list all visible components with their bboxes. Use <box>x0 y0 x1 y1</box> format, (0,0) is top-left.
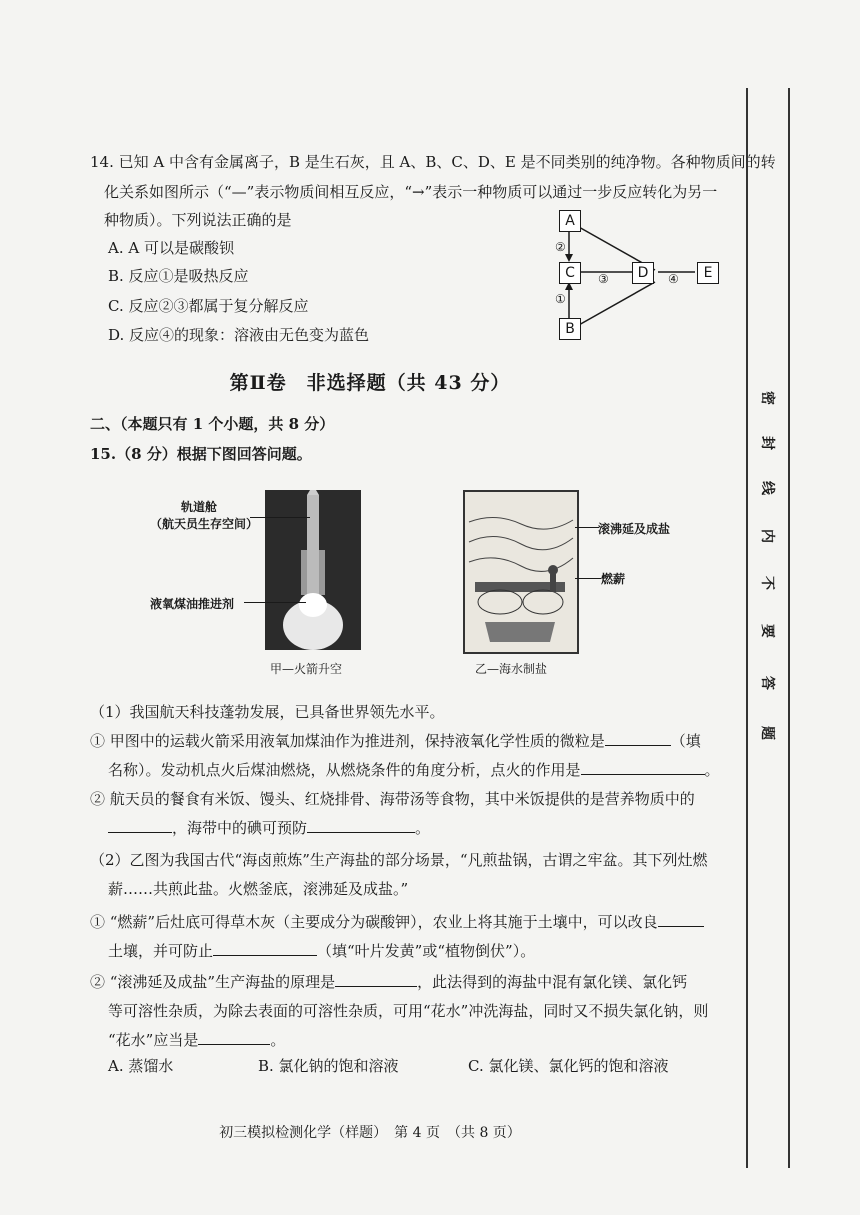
binding-char: 题 <box>759 726 775 740</box>
answer-blank-3[interactable] <box>108 818 172 833</box>
fig-right-pointer-1 <box>575 527 599 528</box>
node-c: C <box>559 262 581 284</box>
fig-right-label-fuel: 燃薪 <box>601 572 626 586</box>
binding-char: 内 <box>759 529 775 543</box>
answer-blank-5[interactable] <box>658 912 704 927</box>
reaction-1-label: ① <box>555 292 566 306</box>
node-b: B <box>559 318 581 340</box>
binding-char: 要 <box>759 624 775 638</box>
q14-option-c: C. 反应②③都属于复分解反应 <box>108 297 309 315</box>
rocket-launch-photo <box>265 490 361 650</box>
fig-left-caption: 甲—火箭升空 <box>270 662 343 676</box>
node-a: A <box>559 210 581 232</box>
q15-stem: 15.（8 分）根据下图回答问题。 <box>90 445 312 463</box>
q15-part1-q1-line1: ① 甲图中的运载火箭采用液氧加煤油作为推进剂，保持液氧化学性质的微粒是 （填 <box>90 732 701 750</box>
q15-part2-q2-line3: “花水”应当是 。 <box>108 1031 286 1049</box>
q14-stem-line3: 种物质）。下列说法正确的是 <box>104 211 292 229</box>
q15-option-c: C. 氯化镁、氯化钙的饱和溶液 <box>468 1057 669 1075</box>
q15-part2-intro-line1: （2）乙图为我国古代“海卤煎炼”生产海盐的部分场景，“凡煎盐锅，古谓之牢盆。其下列灶燃 <box>90 851 708 869</box>
q14-stem-line1: 14. 已知 A 中含有金属离子，B 是生石灰，且 A、B、C、D、E 是不同类别的纯净物。各种物质间的转 <box>90 153 776 171</box>
reaction-4-label: ④ <box>668 272 679 286</box>
binding-char: 答 <box>759 676 775 690</box>
q15-part2-q1-line2: 土壤，并可防止 （填“叶片发黄”或“植物倒伏”）。 <box>108 942 536 960</box>
q15-option-a: A. 蒸馏水 <box>108 1057 174 1075</box>
answer-blank-7[interactable] <box>335 972 417 987</box>
fig-left-label-orbital: 轨道舱 <box>181 500 218 514</box>
q15-option-b: B. 氯化钠的饱和溶液 <box>258 1057 399 1075</box>
page-footer: 初三模拟检测化学（样题） 第 4 页 （共 8 页） <box>219 1125 521 1141</box>
q15-part1-intro: （1）我国航天科技蓬勃发展，已具备世界领先水平。 <box>90 703 445 721</box>
sea-salt-woodcut <box>463 490 579 654</box>
q15-part1-q2-line2: ，海带中的碘可预防 。 <box>108 818 430 838</box>
reaction-2-label: ② <box>555 240 566 254</box>
section-title: 第Ⅱ卷 非选择题（共 43 分） <box>229 372 511 394</box>
fig-right-pointer-2 <box>575 578 601 579</box>
q15-part1-q2-line1: ② 航天员的餐食有米饭、馒头、红烧排骨、海带汤等食物，其中米饭提供的是营养物质中的 <box>90 790 695 808</box>
fig-right-label-boil: 滚沸延及成盐 <box>598 522 671 536</box>
node-e: E <box>697 262 719 284</box>
binding-char: 线 <box>759 481 775 495</box>
node-d: D <box>632 262 654 284</box>
q15-part2-q1-line1: ① “燃薪”后灶底可得草木灰（主要成分为碳酸钾），农业上将其施于土壤中，可以改良 <box>90 912 704 932</box>
answer-blank-8[interactable] <box>198 1030 270 1045</box>
binding-char: 封 <box>759 436 775 450</box>
answer-blank-1[interactable] <box>605 731 671 746</box>
fig-left-label-propellant: 液氧煤油推进剂 <box>150 597 235 611</box>
q15-part2-q2-line2: 等可溶性杂质，为除去表面的可溶性杂质，可用“花水”冲洗海盐，同时又不损失氯化钠，则 <box>108 1002 709 1020</box>
q14-option-a: A. A 可以是碳酸钡 <box>108 239 234 257</box>
q14-stem-line2: 化关系如图所示（“—”表示物质间相互反应，“→”表示一种物质可以通过一步反应转化为另一 <box>104 183 718 201</box>
binding-char: 不 <box>759 576 775 590</box>
fig-left-label-crew-space: （航天员生存空间） <box>150 517 259 531</box>
binding-strip <box>746 88 790 1168</box>
q14-option-d: D. 反应④的现象：溶液由无色变为蓝色 <box>108 326 370 344</box>
answer-blank-6[interactable] <box>213 941 317 956</box>
q15-part2-intro-line2: 薪……共煎此盐。火燃釜底，滚沸延及成盐。” <box>108 880 409 898</box>
q15-part1-q1-line2: 名称）。发动机点火后煤油燃烧，从燃烧条件的角度分析，点火的作用是 。 <box>108 761 720 779</box>
reaction-3-label: ③ <box>598 272 609 286</box>
part2-heading: 二、（本题只有 1 个小题，共 8 分） <box>90 415 335 433</box>
q14-option-b: B. 反应①是吸热反应 <box>108 267 249 285</box>
fig-left-pointer-1 <box>250 517 310 518</box>
binding-char: 密 <box>759 391 775 405</box>
q15-part2-q2-line1: ② “滚沸延及成盐”生产海盐的原理是 ，此法得到的海盐中混有氯化镁、氯化钙 <box>90 973 688 991</box>
fig-right-caption: 乙—海水制盐 <box>475 662 548 676</box>
answer-blank-4[interactable] <box>307 818 415 833</box>
fig-left-pointer-2 <box>244 602 306 603</box>
answer-blank-2[interactable] <box>581 760 705 775</box>
